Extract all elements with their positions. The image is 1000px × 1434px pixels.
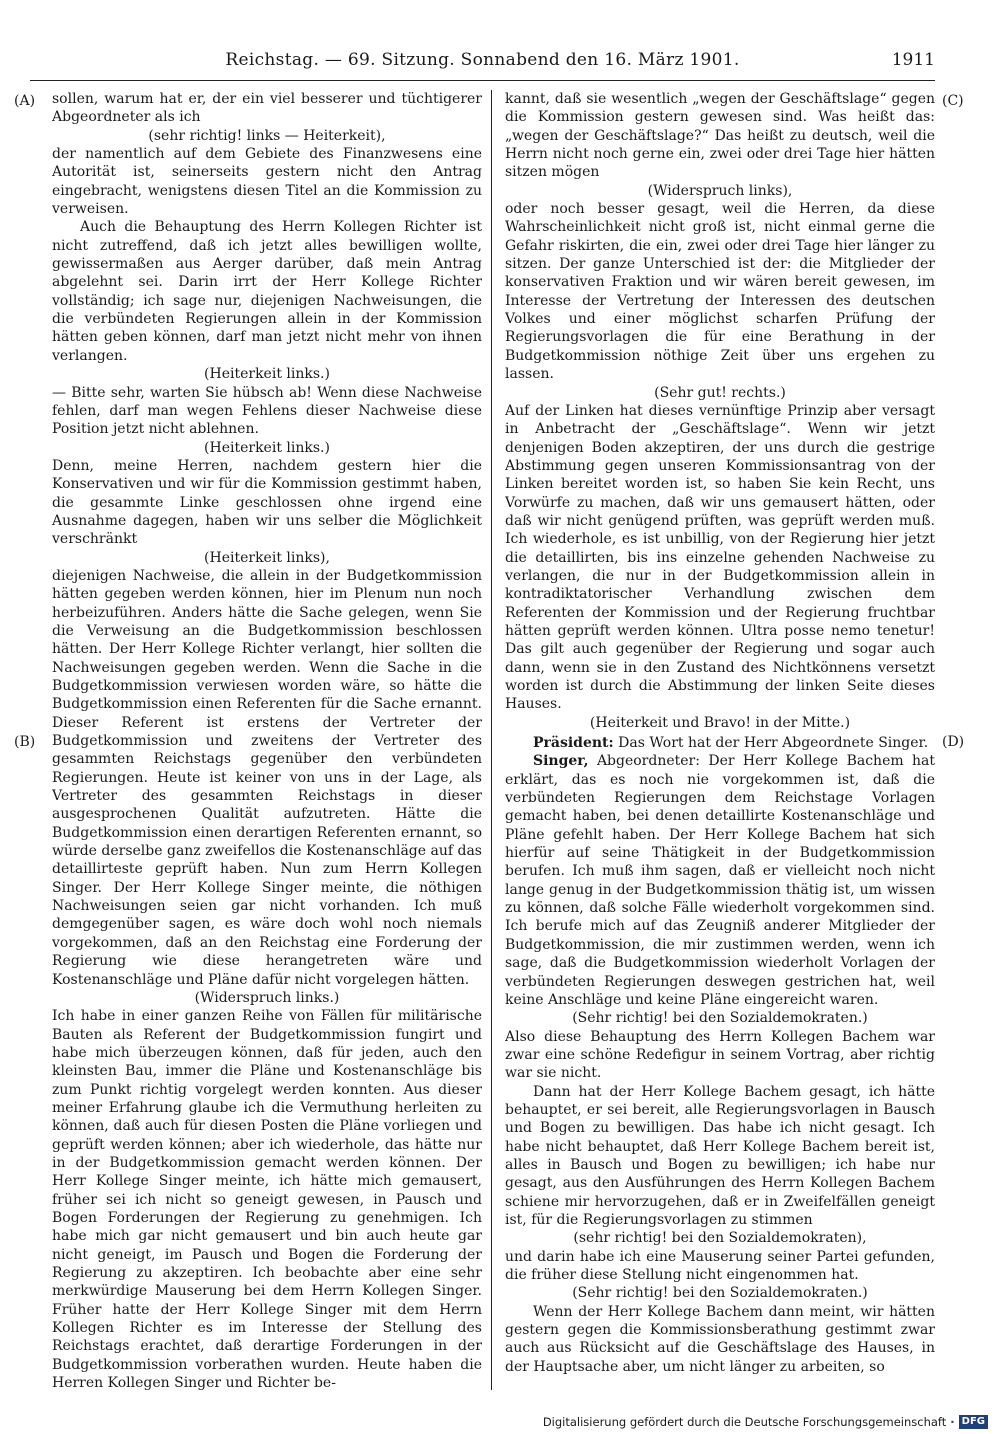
statement-text: Das Wort hat der Herr Abgeordnete Singer. xyxy=(618,735,929,752)
right-column xyxy=(505,90,935,1390)
dfg-logo: DFG xyxy=(959,1415,988,1429)
paragraph: Also diese Behauptung des Herrn Kollegen Bachem war zwar eine schöne Redefigur in seinem Vortrag, aber richtig war sie nicht. xyxy=(505,1028,935,1082)
interjection: (Heiterkeit und Bravo! in der Mitte.) xyxy=(589,714,851,731)
paragraph: kannt, daß sie wesentlich „wegen der Geschäftslage“ gegen die Kommission gestern gewesen sind. Was heißt das: „wegen der Geschäftslage?“ Das heißt zu deutsch, weil die Herrn nicht noch gerne ein, zwei oder drei Tage hier hätten sitzen mögen xyxy=(505,91,935,181)
digitization-credit xyxy=(543,1412,988,1432)
interjection: (sehr richtig! bei den Sozialdemokraten), xyxy=(573,1230,867,1247)
interjection: (Heiterkeit links.) xyxy=(204,366,330,383)
margin-marker-a: (A) xyxy=(14,93,36,109)
paragraph: Ich habe in einer ganzen Reihe von Fällen für militärische Bauten als Referent der Budgetkommission fungirt und habe mich überzeugen können, daß für jeden, auch den kleinsten Bau, immer die Pläne und Kostenanschläge bis zum Punkt richtig vorgelegt werden konnten. Aus dieser meiner Erfahrung glaube ich die Vermuthung herleiten zu können, daß auch für diesen Posten die Pläne vorliegen und geprüft werden können; aber ich wiederhole, das hätte nur in der Budgetkommission gemacht werden können. Der Herr Kollege Singer meinte, ich hätte mich gemausert, früher sei ich nicht so geneigt gewesen, in Pausch und Bogen Forderungen der Regierung zu genehmigen. Ich habe mich gar nicht gemausert und bin auch heute gar nicht geneigt, im Pausch und Bogen die Forderung der Regierung zu akzeptiren. Ich beobachte aber eine sehr merkwürdige Mauserung bei dem Herrn Kollegen Singer. Früher hatte der Herr Kollege Singer mit dem Herrn Kollegen Richter es im Interesse der Stellung des Reichstags erachtet, daß derartige Forderungen in der Budgetkommission vorberathen wurden. Heute haben die Herren Kollegen Singer und Richter be- xyxy=(52,1008,482,1390)
singer-statement xyxy=(505,752,935,1009)
header-rule xyxy=(30,80,935,81)
interjection: (Sehr richtig! bei den Sozialdemokraten.) xyxy=(572,1010,868,1027)
interjection: (Widerspruch links), xyxy=(647,182,793,199)
left-column xyxy=(52,90,482,1390)
paragraph: Dann hat der Herr Kollege Bachem gesagt, ich hätte behauptet, er sei bereit, alle Regierungsvorlagen in Bausch und Bogen zu bewilligen. Das habe ich nicht gesagt. Ich habe nicht behauptet, daß Herr Kollege Bachem bereit ist, alles in Bausch und Bogen zu bewilligen; ich habe nur gesagt, aus den Ausführungen des Herrn Kollegen Bachem schiene mir hervorzugehen, daß er in Zweifelfällen geneigt ist, für die Regierungsvorlagen zu stimmen xyxy=(505,1083,935,1228)
interjection: (Widerspruch links.) xyxy=(194,989,340,1006)
margin-marker-b: (B) xyxy=(14,734,36,750)
page-header xyxy=(30,48,935,74)
paragraph: diejenigen Nachweise, die allein in der Budgetkommission hätten gegeben werden können, hier im Plenum nun noch herbeizuführen. Anders hätte die Sache gelegen, wenn Sie die Verweisung an die Budgetkommission beschlossen hätten. Der Herr Kollege Richter verlangt, hier sollten die Nachweisungen gegeben werden. Wenn die Sache in die Budgetkommission verwiesen worden wäre, so hätte die Budgetkommission einen Referenten für die Sache ernannt. Dieser Referent ist erstens der Vertreter der Budgetkommission und zweitens der Vertreter des gesammten Reichstags gegenüber den verbündeten Regierungen. Heute ist keiner von uns in der Lage, als Vertreter des gesammten Reichstags in dieser ausgesprochenen Qualität aufzutreten. Hätte die Budgetkommission einen derartigen Referenten ernannt, so würde derselbe ganz zweifellos die Kostenanschläge auf das detaillirteste geprüft haben. Nun zum Herrn Kollegen Singer. Der Herr Kollege Singer meinte, die nöthigen Nachweisungen seien gar nicht vorhanden. Ich muß demgegenüber sagen, es wäre doch wohl noch niemals vorgekommen, daß an den Reichstag eine Forderung der Regierung wie diese herangetreten wäre und Kostenanschläge und Pläne dafür nicht vorgelegen hätten. xyxy=(52,567,482,988)
column-divider xyxy=(491,90,492,1390)
statement-text: Abgeordneter: Der Herr Kollege Bachem hat erklärt, das es noch nie vorgekommen ist, daß die verbündeten Regierungen dem Reichstage Vorlagen gemacht haben, bei denen detaillirte Kostenanschläge und Pläne gefehlt haben. Der Herr Kollege Bachem hat sich hierfür auf seine Thätigkeit in der Budgetkommission berufen. Ich muß ihm sagen, daß er vielleicht noch nicht lange genug in der Budgetkommission thätig ist, um wissen zu können, daß solche Fälle wiederholt vorgekommen sind. Ich berufe mich auf das Zeugniß anderer Mitglieder der Budgetkommission, die mir zustimmen werden, wenn ich sage, daß die Budgetkommission wiederholt Vorlagen der verbündeten Regierungen deswegen gestrichen hat, weil keine Anschläge und keine Pläne eingereicht waren. xyxy=(505,753,935,1008)
paragraph: und darin habe ich eine Mauserung seiner Partei gefunden, die früher diese Stellung nicht eingenommen hat. xyxy=(505,1248,935,1283)
interjection: (Heiterkeit links), xyxy=(204,549,330,566)
interjection: (Sehr richtig! bei den Sozialdemokraten.) xyxy=(572,1285,868,1302)
margin-marker-c: (C) xyxy=(942,93,964,109)
interjection: (Sehr gut! rechts.) xyxy=(654,384,786,401)
paragraph: Wenn der Herr Kollege Bachem dann meint, wir hätten gestern gegen die Kommissionsberathung gestimmt zwar auch aus Rücksicht auf die Geschäftslage des Hauses, in der Hauptsache aber, um nicht länger zu arbeiten, so xyxy=(505,1303,935,1375)
running-title: Reichstag. — 69. Sitzung. Sonnabend den 16. März 1901. xyxy=(225,50,740,70)
president-statement xyxy=(505,734,935,752)
paragraph: sollen, warum hat er, der ein viel besserer und tüchtigerer Abgeordneter als ich xyxy=(52,91,482,126)
paragraph: Auch die Behauptung des Herrn Kollegen Richter ist nicht zutreffend, daß ich jetzt alles bewilligen wollte, gewissermaßen aus Aerger darüber, daß mein Antrag abgelehnt sei. Darin irrt der Herr Kollege Richter vollständig; ich sage nur, diejenigen Nachweisungen, die die verbündeten Regierungen allein in der Kommission hätten geben können, darf man jetzt nicht mehr von ihnen verlangen. xyxy=(52,219,482,364)
paragraph: der namentlich auf dem Gebiete des Finanzwesens eine Autorität ist, seinerseits gestern nicht den Antrag eingebracht, wenigstens diesen Titel an die Kommission zu verweisen. xyxy=(52,146,482,218)
interjection: (sehr richtig! links — Heiterkeit), xyxy=(148,127,386,144)
separator-dot: · xyxy=(950,1415,955,1429)
margin-marker-d: (D) xyxy=(942,734,965,750)
paragraph: Auf der Linken hat dieses vernünftige Prinzip aber versagt in Anbetracht der „Geschäftslage“. Wenn wir jetzt denjenigen Boden akzeptiren, der uns durch die gestrige Abstimmung gegen unseren Kommissionsantrag von der Linken bereitet worden ist, so haben Sie kein Recht, uns Vorwürfe zu machen, daß wir uns gemausert hätten, oder daß wir nicht genügend prüften, was geprüft werden muß. Ich wiederhole, es ist unbillig, von der Regierung hier jetzt die detaillirten, bis ins einzelne gehenden Nachweise zu verlangen, die nur in der Budgetkommission allein in kontradiktatorischer Verhandlung zwischen dem Referenten der Kommission und der Regierung fruchtbar hätten geprüft werden können. Ultra posse nemo tenetur! Das gilt auch gegenüber der Regierung und sogar auch dann, wenn sie in den Zustand des Nichtkönnens versetzt worden ist durch die Abstimmung der linken Seite dieses Hauses. xyxy=(505,402,935,713)
paragraph: — Bitte sehr, warten Sie hübsch ab! Wenn diese Nachweise fehlen, darf man wegen Fehlens dieser Nachweise diese Position jetzt nicht ablehnen. xyxy=(52,384,482,438)
credit-text: Digitalisierung gefördert durch die Deutsche Forschungsgemeinschaft xyxy=(542,1415,947,1429)
speaker-name: Präsident: xyxy=(533,735,614,752)
paragraph: oder noch besser gesagt, weil die Herren, da diese Wahrscheinlichkeit nicht groß ist, nicht einmal gerne die Gefahr riskirten, die ein, zwei oder drei Tage hier länger zu sitzen. Der ganze Unterschied ist der: die Mitglieder der konservativen Fraktion und wir wären bereit gewesen, im Interesse der Vertretung der Interessen des deutschen Volkes und einer möglichst scharfen Prüfung der Regierungsvorlagen die für eine Berathung in der Budgetkommission nöthige Zeit über uns ergehen zu lassen. xyxy=(505,201,935,383)
interjection: (Heiterkeit links.) xyxy=(204,439,330,456)
paragraph: Denn, meine Herren, nachdem gestern hier die Konservativen und wir für die Kommission gestimmt haben, die gesammte Linke geschlossen ohne irgend eine Ausnahme dagegen, haben wir uns selber die Möglichkeit verschränkt xyxy=(52,457,482,548)
page-number: 1911 xyxy=(891,50,935,70)
speaker-name: Singer, xyxy=(533,753,589,770)
